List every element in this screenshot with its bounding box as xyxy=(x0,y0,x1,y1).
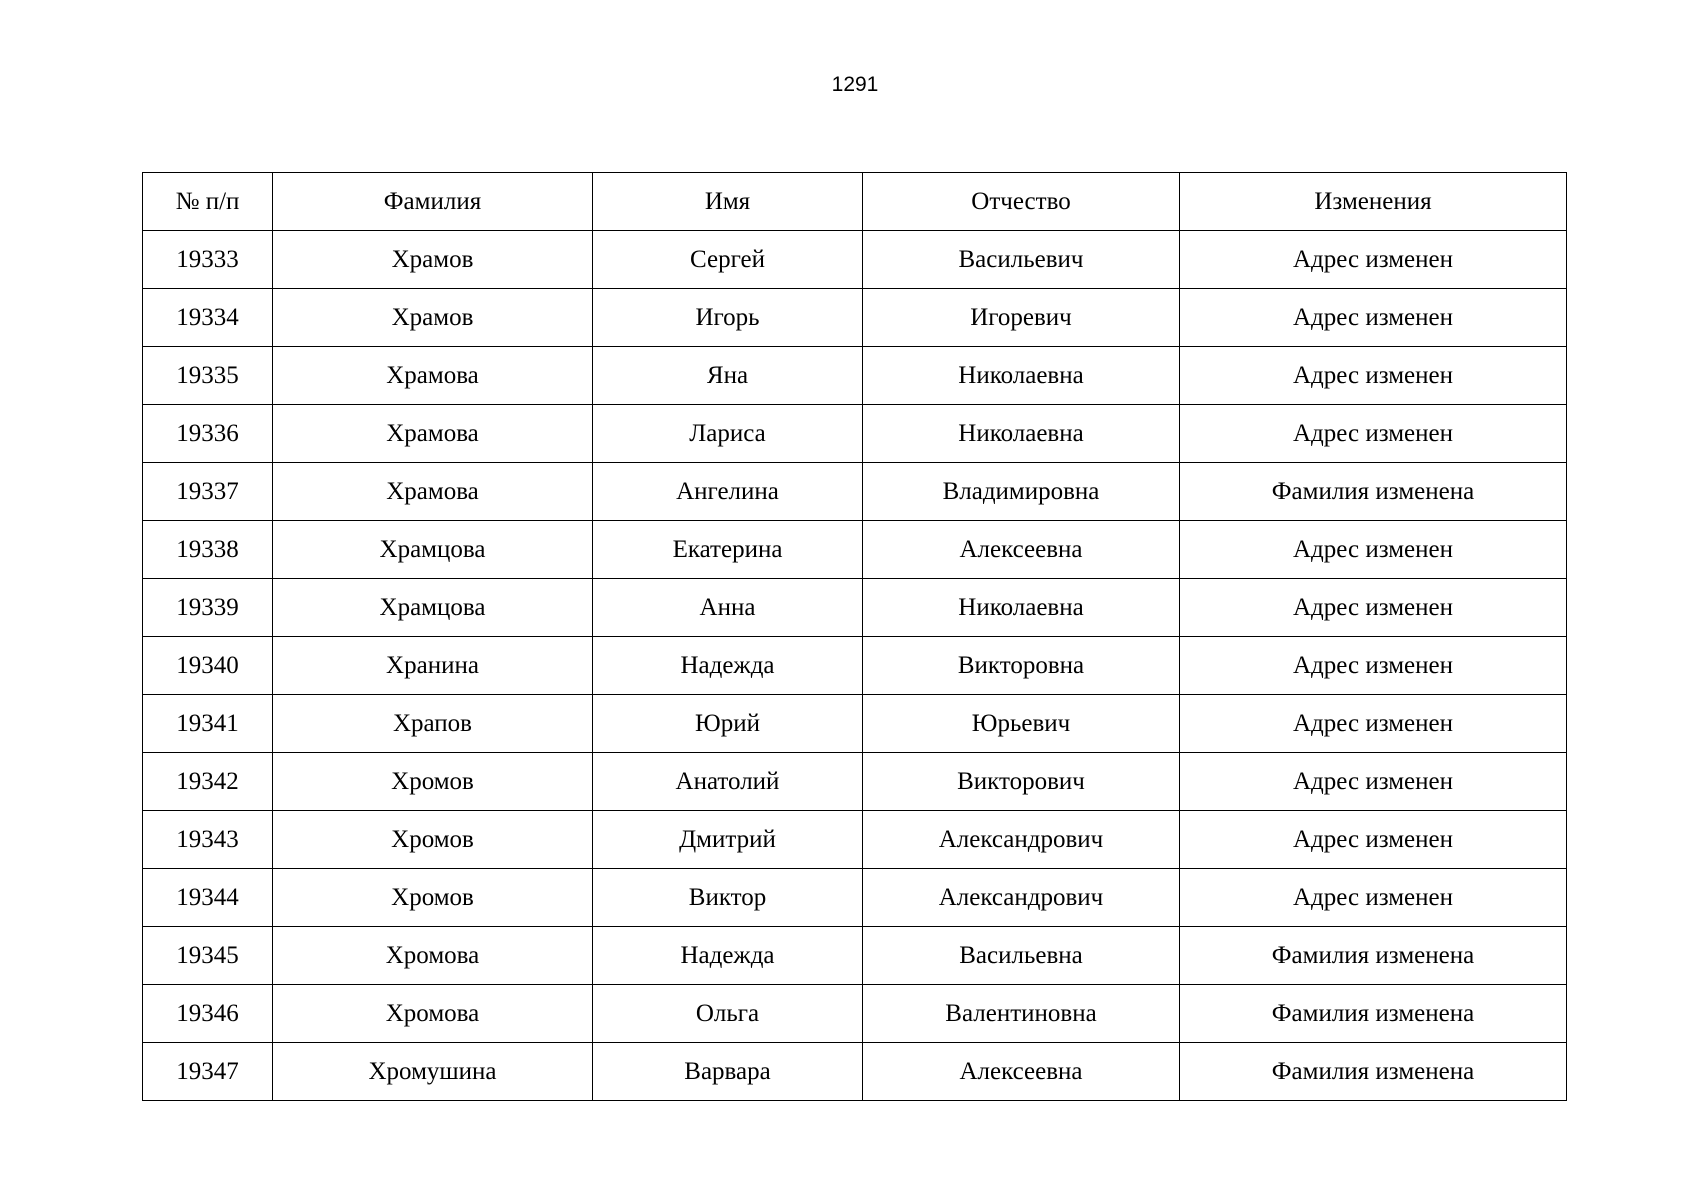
cell-patronymic: Алексеевна xyxy=(863,521,1180,579)
cell-number: 19333 xyxy=(143,231,273,289)
cell-number: 19343 xyxy=(143,811,273,869)
cell-changes: Адрес изменен xyxy=(1180,579,1567,637)
table-header xyxy=(143,173,1567,231)
cell-surname: Хранина xyxy=(273,637,593,695)
cell-patronymic: Игоревич xyxy=(863,289,1180,347)
cell-changes: Адрес изменен xyxy=(1180,347,1567,405)
table-row xyxy=(143,985,1567,1043)
cell-surname: Храмцова xyxy=(273,521,593,579)
cell-surname: Хромушина xyxy=(273,1043,593,1101)
table-row xyxy=(143,811,1567,869)
cell-number: 19344 xyxy=(143,869,273,927)
cell-changes: Фамилия изменена xyxy=(1180,985,1567,1043)
cell-first-name: Юрий xyxy=(593,695,863,753)
cell-number: 19334 xyxy=(143,289,273,347)
cell-surname: Хромова xyxy=(273,927,593,985)
cell-changes: Адрес изменен xyxy=(1180,695,1567,753)
cell-first-name: Екатерина xyxy=(593,521,863,579)
header-first-name: Имя xyxy=(593,173,863,231)
table-row xyxy=(143,405,1567,463)
cell-patronymic: Юрьевич xyxy=(863,695,1180,753)
registry-table xyxy=(142,172,1567,1101)
cell-patronymic: Александрович xyxy=(863,811,1180,869)
cell-first-name: Варвара xyxy=(593,1043,863,1101)
cell-patronymic: Николаевна xyxy=(863,579,1180,637)
cell-changes: Адрес изменен xyxy=(1180,289,1567,347)
header-patronymic: Отчество xyxy=(863,173,1180,231)
cell-changes: Фамилия изменена xyxy=(1180,463,1567,521)
cell-number: 19347 xyxy=(143,1043,273,1101)
header-row xyxy=(143,173,1567,231)
header-number: № п/п xyxy=(143,173,273,231)
cell-first-name: Анатолий xyxy=(593,753,863,811)
cell-surname: Хромов xyxy=(273,869,593,927)
cell-changes: Адрес изменен xyxy=(1180,405,1567,463)
cell-surname: Хромов xyxy=(273,753,593,811)
cell-changes: Фамилия изменена xyxy=(1180,927,1567,985)
cell-changes: Адрес изменен xyxy=(1180,869,1567,927)
cell-number: 19342 xyxy=(143,753,273,811)
header-changes: Изменения xyxy=(1180,173,1567,231)
cell-surname: Храмова xyxy=(273,347,593,405)
cell-first-name: Анна xyxy=(593,579,863,637)
cell-surname: Храмов xyxy=(273,231,593,289)
cell-patronymic: Николаевна xyxy=(863,347,1180,405)
cell-first-name: Лариса xyxy=(593,405,863,463)
table-row xyxy=(143,231,1567,289)
cell-surname: Храмова xyxy=(273,405,593,463)
cell-surname: Храмцова xyxy=(273,579,593,637)
cell-surname: Храмова xyxy=(273,463,593,521)
table-row xyxy=(143,637,1567,695)
cell-first-name: Яна xyxy=(593,347,863,405)
cell-surname: Хромова xyxy=(273,985,593,1043)
table-row xyxy=(143,463,1567,521)
cell-changes: Адрес изменен xyxy=(1180,231,1567,289)
table-row xyxy=(143,579,1567,637)
cell-changes: Адрес изменен xyxy=(1180,811,1567,869)
cell-number: 19336 xyxy=(143,405,273,463)
cell-first-name: Сергей xyxy=(593,231,863,289)
cell-patronymic: Валентиновна xyxy=(863,985,1180,1043)
cell-first-name: Надежда xyxy=(593,637,863,695)
cell-first-name: Игорь xyxy=(593,289,863,347)
cell-number: 19346 xyxy=(143,985,273,1043)
table-row xyxy=(143,869,1567,927)
table-row xyxy=(143,347,1567,405)
table-row xyxy=(143,289,1567,347)
page-number: 1291 xyxy=(831,73,879,96)
table-row xyxy=(143,927,1567,985)
cell-surname: Храпов xyxy=(273,695,593,753)
cell-surname: Храмов xyxy=(273,289,593,347)
cell-number: 19341 xyxy=(143,695,273,753)
table-row xyxy=(143,753,1567,811)
cell-first-name: Ангелина xyxy=(593,463,863,521)
cell-first-name: Дмитрий xyxy=(593,811,863,869)
cell-patronymic: Викторовна xyxy=(863,637,1180,695)
cell-number: 19345 xyxy=(143,927,273,985)
cell-changes: Фамилия изменена xyxy=(1180,1043,1567,1101)
cell-number: 19338 xyxy=(143,521,273,579)
cell-patronymic: Викторович xyxy=(863,753,1180,811)
cell-changes: Адрес изменен xyxy=(1180,521,1567,579)
cell-changes: Адрес изменен xyxy=(1180,637,1567,695)
cell-first-name: Ольга xyxy=(593,985,863,1043)
cell-changes: Адрес изменен xyxy=(1180,753,1567,811)
cell-patronymic: Васильевна xyxy=(863,927,1180,985)
table-row xyxy=(143,695,1567,753)
cell-number: 19339 xyxy=(143,579,273,637)
cell-first-name: Виктор xyxy=(593,869,863,927)
cell-patronymic: Васильевич xyxy=(863,231,1180,289)
table-body xyxy=(143,231,1567,1101)
cell-first-name: Надежда xyxy=(593,927,863,985)
cell-number: 19335 xyxy=(143,347,273,405)
cell-patronymic: Николаевна xyxy=(863,405,1180,463)
cell-surname: Хромов xyxy=(273,811,593,869)
cell-patronymic: Владимировна xyxy=(863,463,1180,521)
table-row xyxy=(143,1043,1567,1101)
table-row xyxy=(143,521,1567,579)
header-surname: Фамилия xyxy=(273,173,593,231)
cell-patronymic: Александрович xyxy=(863,869,1180,927)
cell-patronymic: Алексеевна xyxy=(863,1043,1180,1101)
cell-number: 19337 xyxy=(143,463,273,521)
cell-number: 19340 xyxy=(143,637,273,695)
